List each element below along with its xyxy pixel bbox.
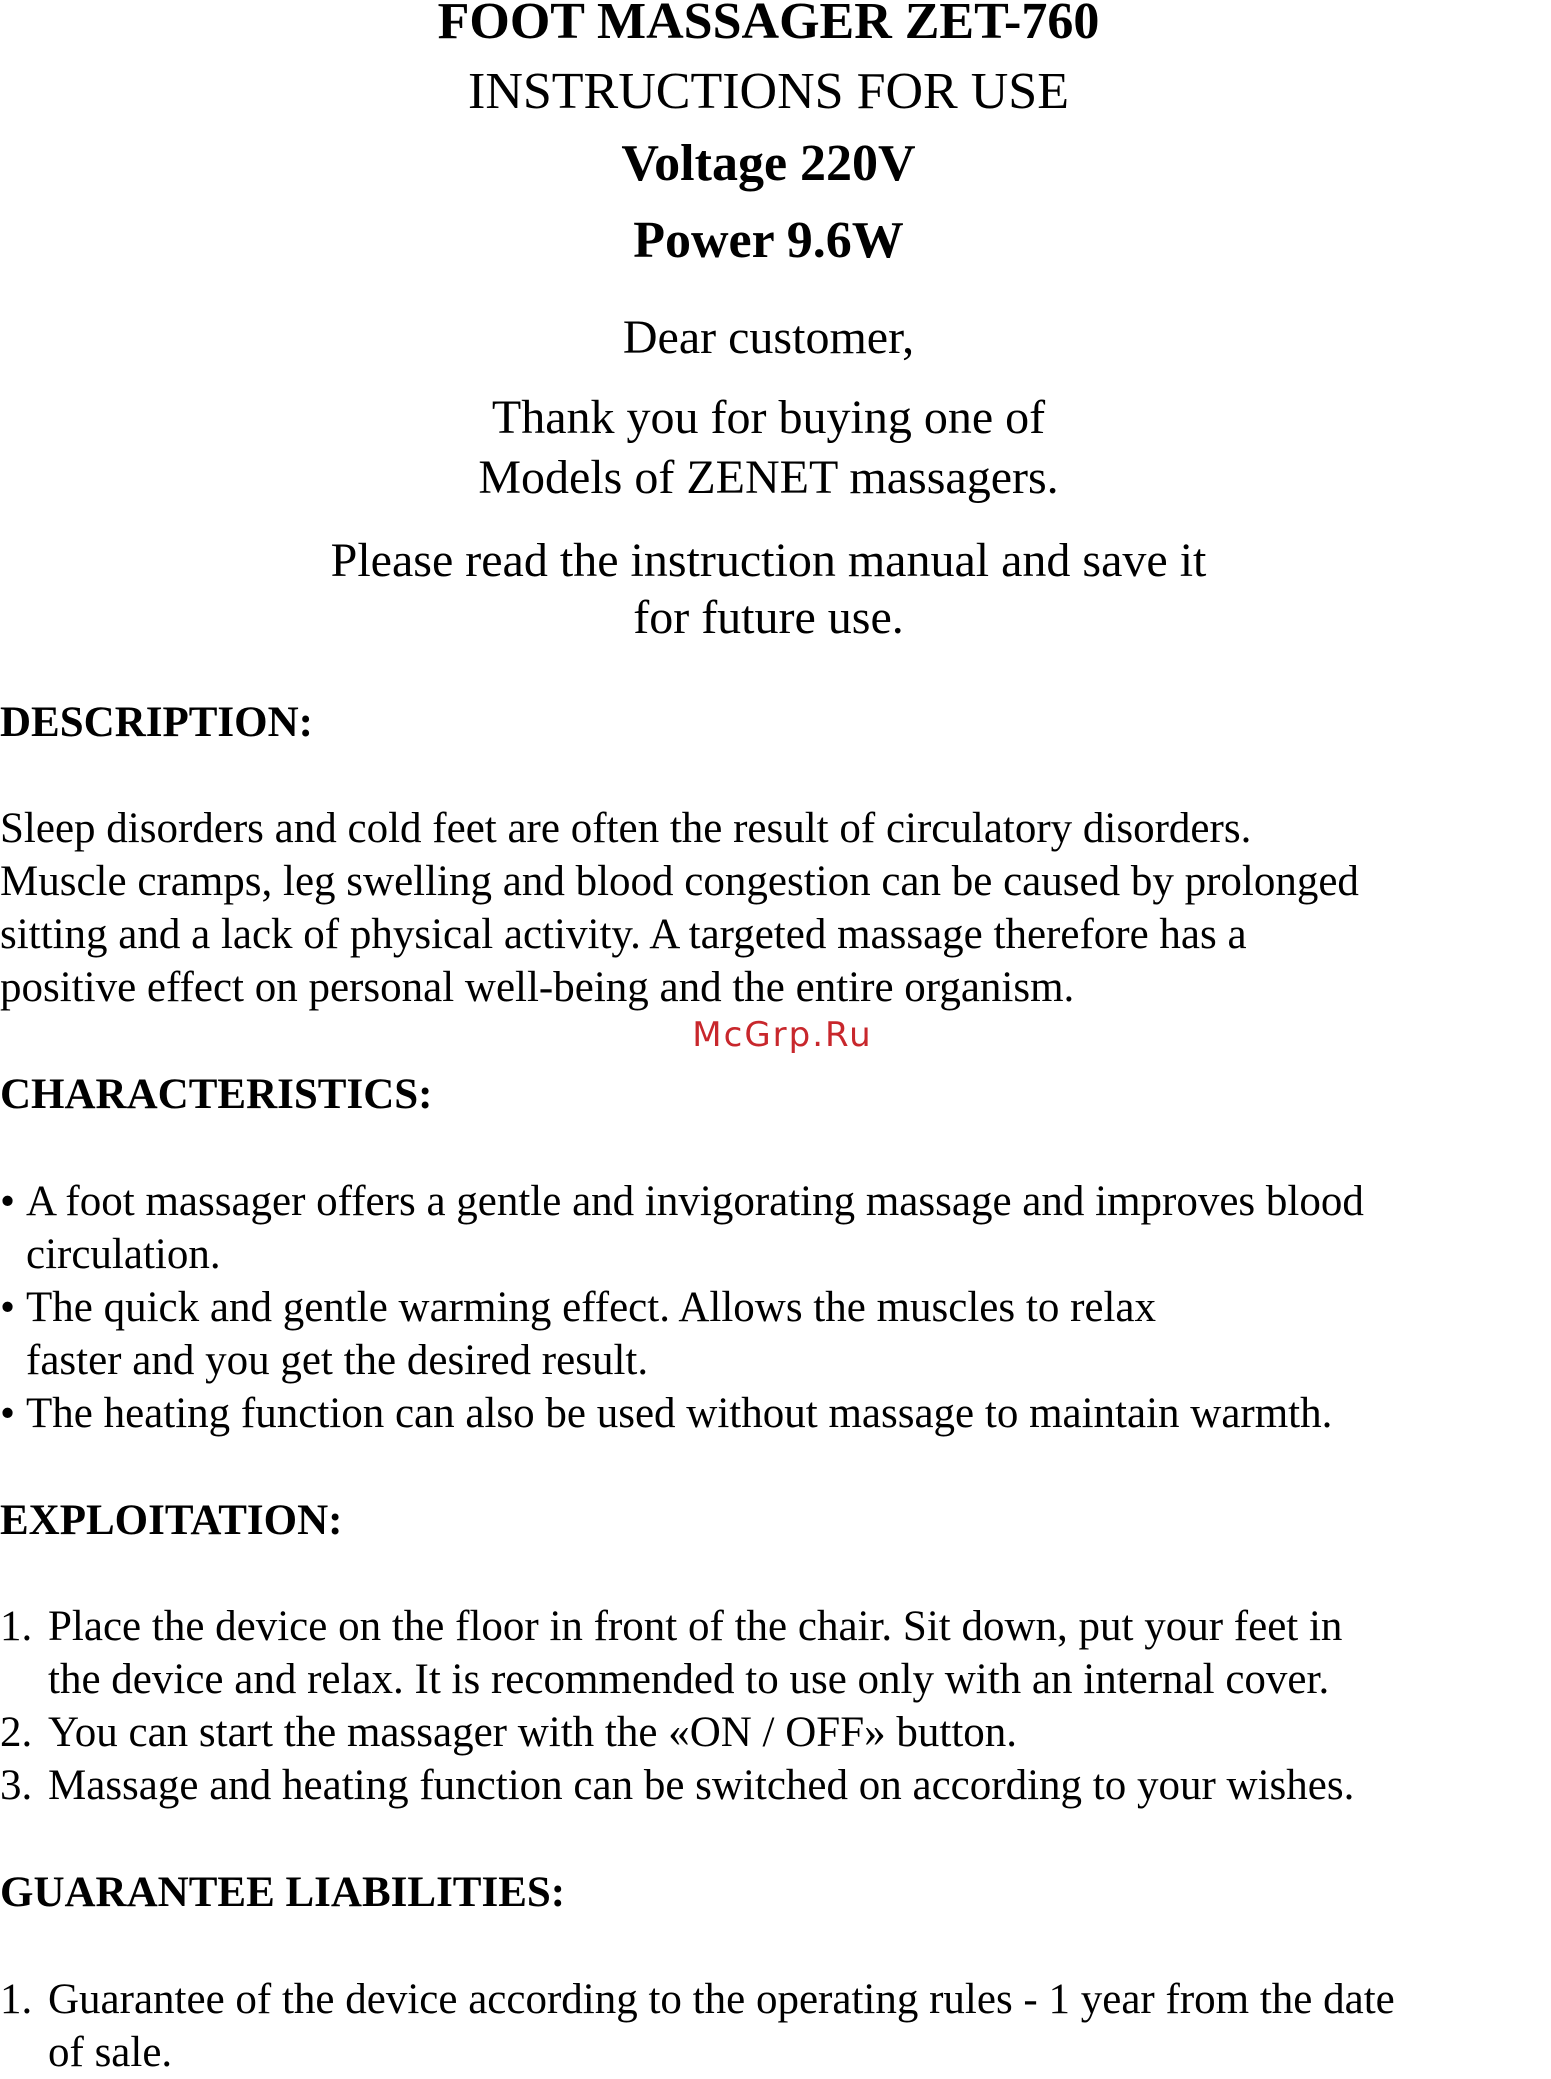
list-item [0,1973,1395,2079]
characteristics-list [0,1175,1364,1440]
description-line: Sleep disorders and cold feet are often the result of circulatory disorders. [0,805,1252,852]
description-line: sitting and a lack of physical activity. A targeted massage therefore has a [0,911,1247,958]
voltage-spec: Voltage 220V [621,135,916,192]
description-heading: DESCRIPTION: [0,699,313,746]
description-paragraph [0,802,1359,1014]
list-item-line: Guarantee of the device according to the operating rules - 1 year from the date [48,1976,1395,2023]
list-item [0,1759,1354,1812]
list-item [0,1600,1354,1706]
bullet-mark: • [0,1284,16,1331]
list-item-line: of sale. [48,2029,173,2076]
thank-you-line-1: Thank you for buying one of [491,391,1046,444]
list-item [0,1706,1354,1759]
bullet-mark: • [0,1390,16,1437]
document-title: FOOT MASSAGER ZET-760 [437,0,1100,50]
exploitation-list [0,1600,1354,1812]
list-item-line: faster and you get the desired result. [26,1337,649,1384]
guarantee-heading: GUARANTEE LIABILITIES: [0,1869,566,1916]
list-item-line: The quick and gentle warming effect. Allows the muscles to relax [26,1284,1157,1331]
description-line: positive effect on personal well-being and the entire organism. [0,964,1075,1011]
list-item [0,1281,1364,1387]
thank-you-line-2: Models of ZENET massagers. [478,451,1059,504]
list-item-line: A foot massager offers a gentle and invigorating massage and improves blood [26,1178,1364,1225]
thank-you-note [0,388,1537,508]
list-number: 3. [0,1762,33,1809]
exploitation-heading: EXPLOITATION: [0,1497,343,1544]
list-item [0,1175,1364,1281]
list-item-line: Massage and heating function can be switched on according to your wishes. [48,1762,1355,1809]
salutation: Dear customer, [622,311,915,364]
list-item-line: the device and relax. It is recommended to use only with an internal cover. [48,1656,1330,1703]
guarantee-list [0,1973,1395,2079]
list-item-line: You can start the massager with the «ON / OFF» button. [48,1709,1018,1756]
power-spec: Power 9.6W [633,212,904,269]
list-item [0,1387,1364,1440]
list-item-line: The heating function can also be used without massage to maintain warmth. [26,1390,1333,1437]
bullet-mark: • [0,1178,16,1225]
list-number: 2. [0,1709,33,1756]
list-item-line: Place the device on the floor in front of the chair. Sit down, put your feet in [48,1603,1343,1650]
watermark [0,1015,1551,1055]
list-item-line: circulation. [26,1231,221,1278]
characteristics-heading: CHARACTERISTICS: [0,1071,433,1118]
document-subtitle: INSTRUCTIONS FOR USE [468,63,1069,120]
read-manual-line-2: for future use. [633,591,904,644]
read-manual-line-1: Please read the instruction manual and save it [330,534,1207,587]
read-manual-note [0,532,1537,646]
list-number: 1. [0,1603,33,1650]
watermark-text: McGrp.Ru [692,1015,873,1055]
list-number: 1. [0,1976,33,2023]
description-line: Muscle cramps, leg swelling and blood congestion can be caused by prolonged [0,858,1359,905]
